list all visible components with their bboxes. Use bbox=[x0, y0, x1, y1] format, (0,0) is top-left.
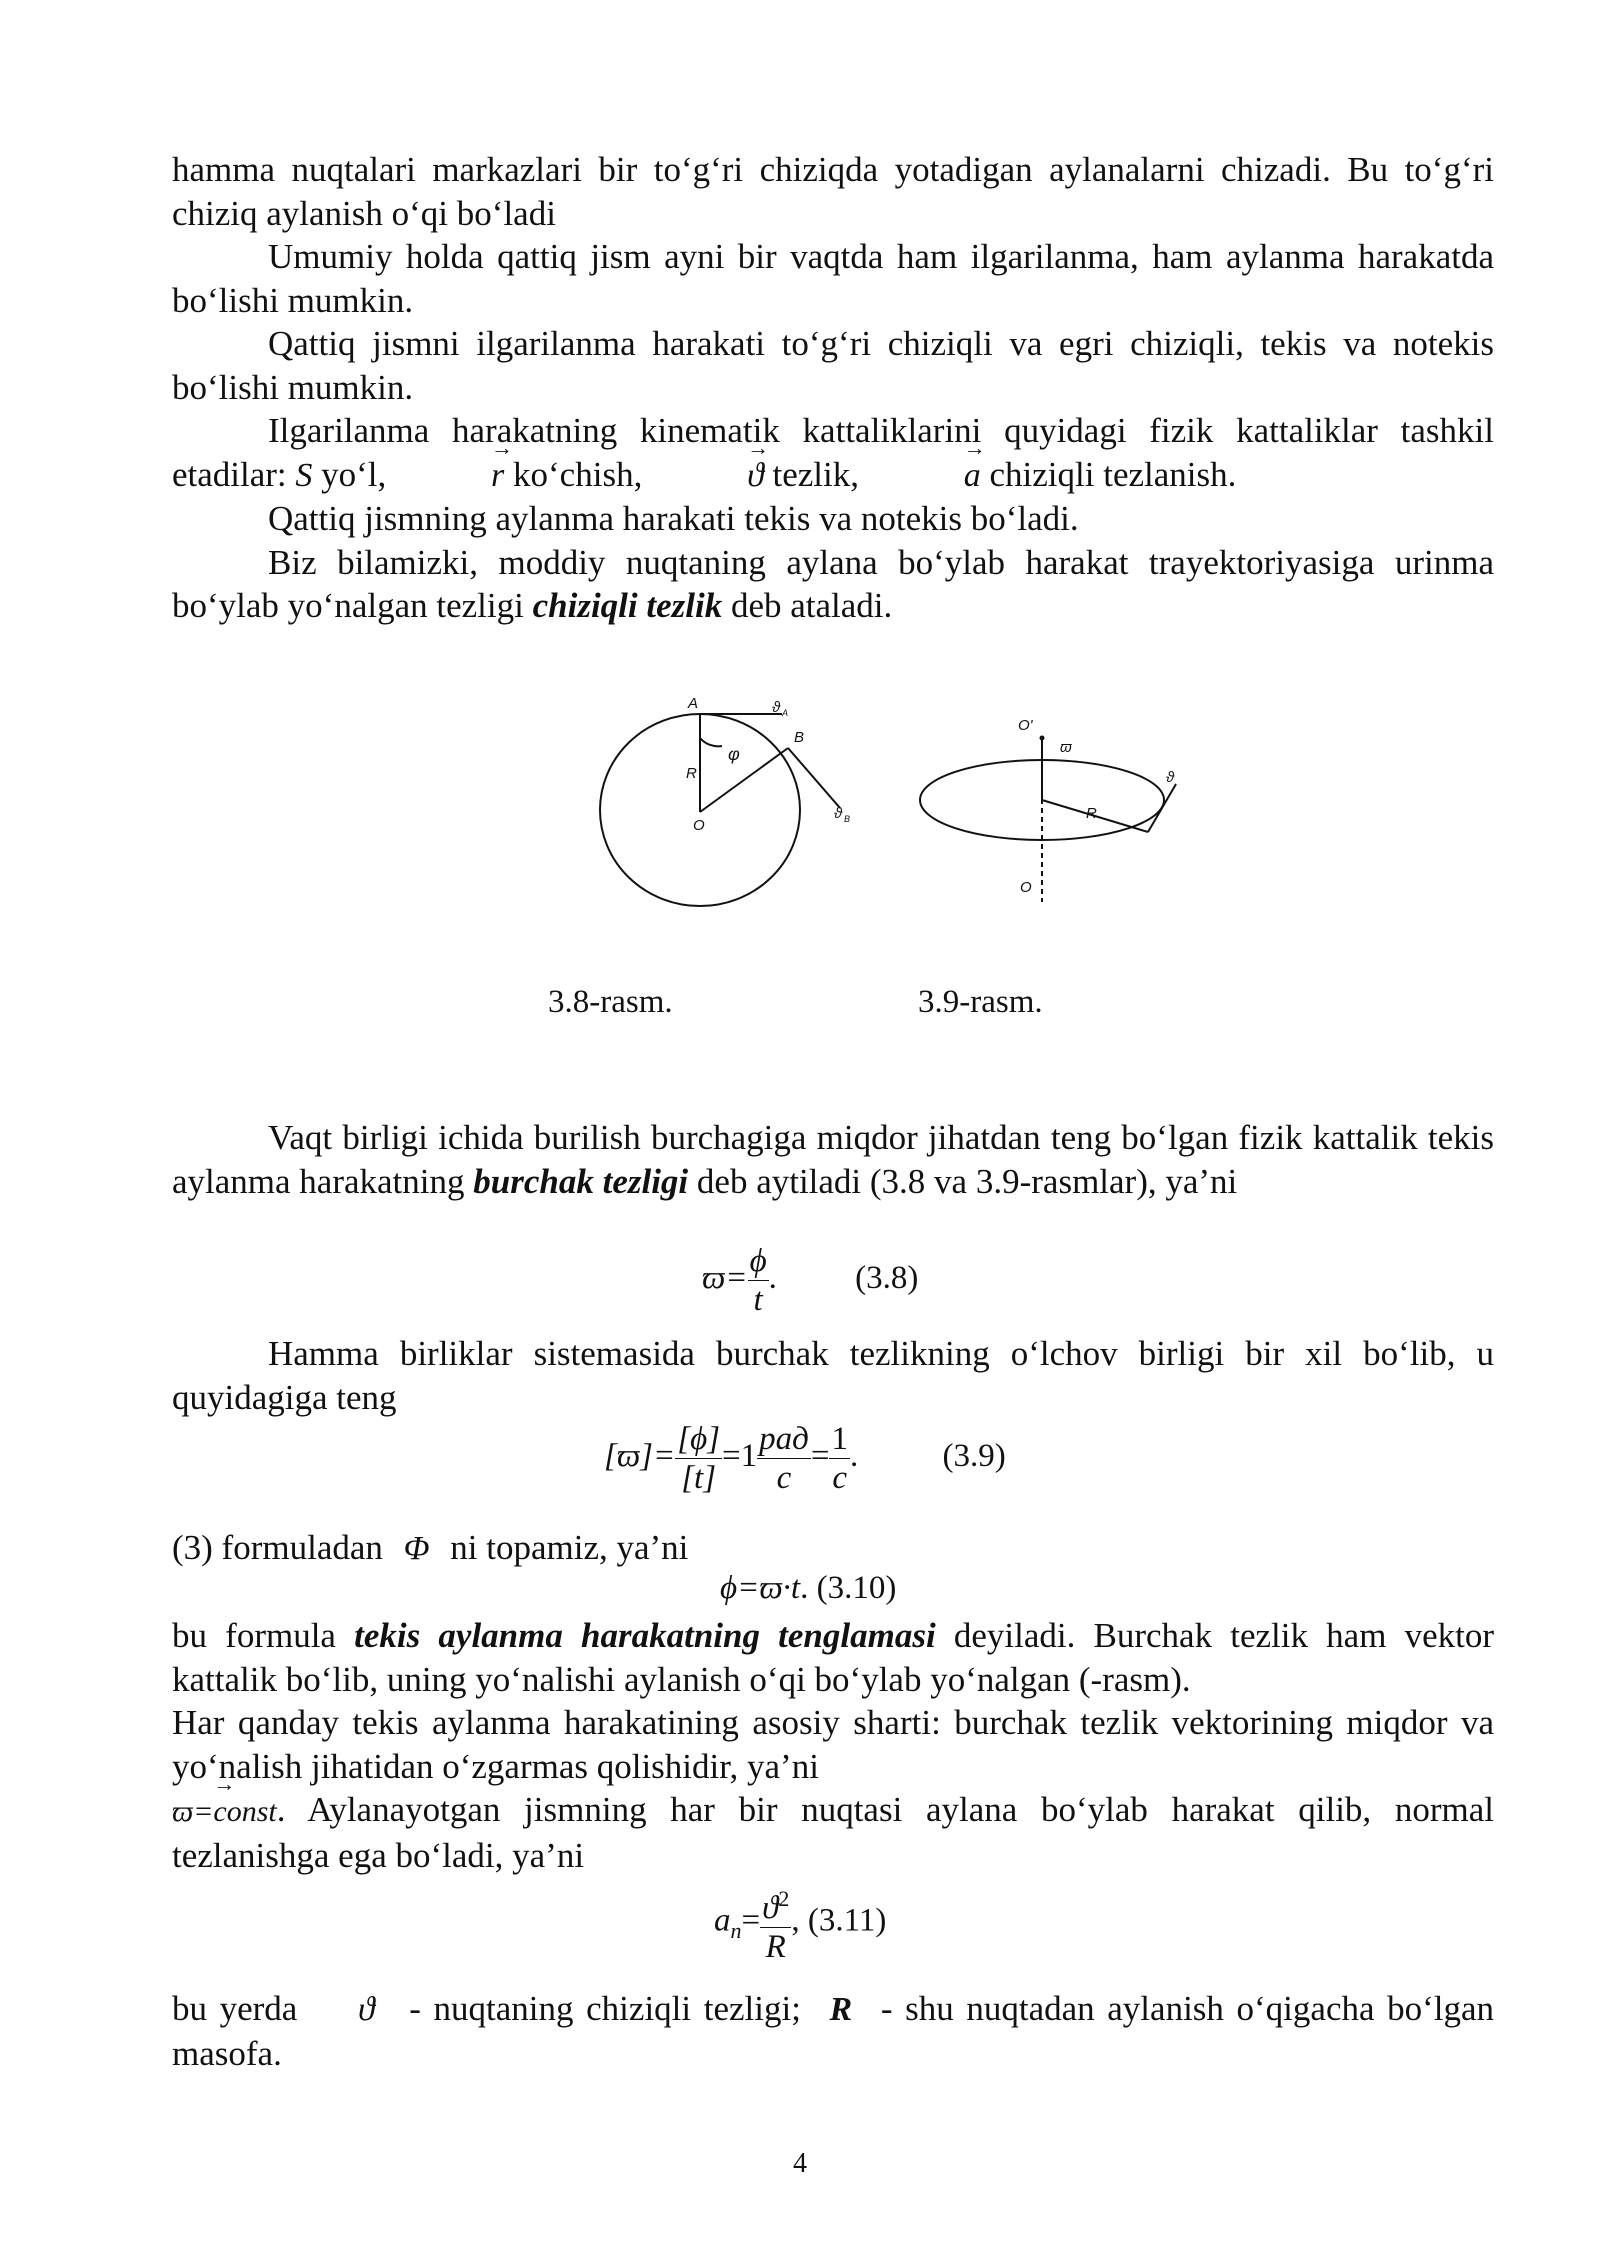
eq39-frac3 bbox=[829, 1420, 850, 1497]
page-body-2 bbox=[172, 1116, 1494, 1203]
eq311-num-sup: 2 bbox=[778, 1886, 790, 1911]
fig38-angle-arc bbox=[700, 738, 722, 746]
fig39-ellipse bbox=[920, 760, 1164, 840]
eq39-mid: =1 bbox=[722, 1438, 758, 1475]
paragraph-13 bbox=[172, 1987, 1494, 2075]
paragraph-12 bbox=[172, 1788, 1494, 1877]
figure-3-9 bbox=[920, 736, 1176, 902]
eq38-tail: . bbox=[768, 1260, 777, 1297]
page-body bbox=[172, 148, 1494, 628]
fig38-label-vA: ϑ bbox=[772, 699, 781, 716]
page-body-6 bbox=[172, 1987, 1494, 2075]
eq311-num-v: ϑ bbox=[762, 1890, 779, 1926]
eq39-frac2 bbox=[757, 1420, 811, 1497]
term-uniform-rotation-equation: tekis aylanma harakatning tenglamasi bbox=[354, 1616, 936, 1655]
symbol-R: R bbox=[829, 1991, 853, 2028]
fig39-label-v: ϑ bbox=[1166, 769, 1175, 786]
paragraph-9-text-b: ni topamiz, ya’ni bbox=[450, 1528, 689, 1567]
caption-fig-3-9: 3.9-rasm. bbox=[918, 984, 1043, 1020]
fig38-label-vB: ϑ bbox=[834, 805, 843, 822]
page-number: 4 bbox=[793, 2148, 807, 2179]
fig38-radius-OB bbox=[700, 748, 788, 812]
paragraph-5: Qattiq jismning aylanma harakati tekis va notekis bo‘ladi. bbox=[268, 499, 1079, 538]
fig38-label-vB-sub: B bbox=[844, 814, 851, 824]
paragraph-3: Qattiq jismni ilgarilanma harakati to‘g‘ri chiziqli va egri chiziqli, tekis va notekis bo‘lishi mumkin. bbox=[172, 324, 1494, 407]
paragraph-9-text-a: (3) formuladan bbox=[172, 1528, 383, 1567]
caption-fig-3-8: 3.8-rasm. bbox=[548, 984, 673, 1020]
fig38-tangent-vB bbox=[788, 748, 840, 808]
fig38-label-phi: φ bbox=[728, 744, 740, 764]
page-body-3 bbox=[172, 1332, 1494, 1419]
paragraph-9 bbox=[172, 1526, 1494, 1571]
paragraph-1: hamma nuqtalari markazlari bir to‘g‘ri chiziqda yotadigan aylanalarni chizadi. Bu to‘g‘ri chiziq aylanish o‘qi bo‘ladi bbox=[172, 150, 1494, 233]
paragraph-4-text-d: tezlik, bbox=[772, 454, 860, 494]
eq39-num3: 1 bbox=[831, 1421, 848, 1457]
symbol-v: ϑ bbox=[357, 1991, 375, 2028]
paragraph-7-text-c: deb aytiladi (3.8 va 3.9-rasmlar), ya’ni bbox=[696, 1161, 1238, 1201]
paragraph-10-text-c: deyiladi. Burchak tezlik ham vektor kattalik bo‘lib, uning yo‘nalishi aylanish o‘qi bo‘ylab yo‘nalgan (-rasm). bbox=[172, 1616, 1495, 1699]
paragraph-4-text-a: Ilgarilanma harakatning kinematik kattaliklarini quyidagi fizik kattaliklar tashkil etadilar: bbox=[172, 411, 1494, 494]
eq311-lhs-sub: n bbox=[730, 1918, 742, 1944]
paragraph-4 bbox=[172, 409, 1494, 497]
fig38-label-A: A bbox=[688, 695, 699, 712]
fig39-label-O: O bbox=[1020, 879, 1032, 896]
fig39-radius bbox=[1042, 800, 1148, 832]
paragraph-11: Har qanday tekis aylanma harakatining asosiy sharti: burchak tezlik vektorining miqdor va yo‘nalish jihatidan o‘zgarmas qolishidir, ya’ni bbox=[172, 1703, 1494, 1786]
eq311-num bbox=[760, 1880, 791, 1928]
fig39-label-Oprime: O' bbox=[1018, 717, 1033, 734]
equation-3-8 bbox=[702, 1242, 918, 1319]
symbol-r-vector: → r bbox=[395, 454, 504, 498]
eq39-number: (3.9) bbox=[942, 1438, 1006, 1475]
paragraph-2: Umumiy holda qattiq jism ayni bir vaqtda ham ilgarilanma, ham aylanma harakatda bo‘lishi mumkin. bbox=[172, 237, 1494, 320]
fig38-label-O: O bbox=[693, 817, 705, 834]
paragraph-6-text-c: deb ataladi. bbox=[730, 586, 893, 625]
paragraph-13-text-c: - shu nuqtadan aylanish o‘qigacha bo‘lgan masofa. bbox=[172, 1989, 1495, 2073]
eq38-number: (3.8) bbox=[855, 1260, 919, 1297]
paragraph-8: Hamma birliklar sistemasida burchak tezlikning o‘lchov birligi bir xil bo‘lib, u quyidagiga teng bbox=[172, 1334, 1494, 1417]
eq310-tail: . (3.10) bbox=[800, 1570, 897, 1606]
paragraph-10-text-a: bu formula bbox=[172, 1616, 336, 1655]
symbol-a-vector: → a bbox=[868, 454, 981, 498]
term-angular-velocity: burchak tezligi bbox=[473, 1161, 689, 1201]
eq39-tail: . bbox=[849, 1438, 859, 1475]
fig38-label-vA-sub: A bbox=[782, 708, 789, 718]
eq38-lhs: ϖ= bbox=[702, 1260, 748, 1297]
page-body-5 bbox=[172, 1614, 1494, 1877]
fig39-velocity bbox=[1148, 784, 1176, 832]
paragraph-13-text-b: - nuqtaning chiziqli tezligi; bbox=[409, 1989, 801, 2028]
paragraph-10 bbox=[172, 1614, 1494, 1701]
symbol-v-vector: → ϑ bbox=[651, 454, 764, 498]
paragraph-6 bbox=[172, 541, 1494, 628]
paragraph-7-text-a: Vaqt birligi ichida burilish burchagiga miqdor jihatdan teng bo‘lgan fizik kattalik tekis aylanma harakatning bbox=[172, 1118, 1494, 1201]
fig39-label-R: R bbox=[1086, 805, 1097, 822]
eq39-den3: с bbox=[832, 1460, 848, 1496]
paragraph-12-text: . Aylanayotgan jismning har bir nuqtasi aylana bo‘ylab harakat qilib, normal tezlanishga ega bo‘ladi, ya’ni bbox=[172, 1790, 1494, 1875]
paragraph-7 bbox=[172, 1116, 1494, 1203]
eq311-den: R bbox=[765, 1929, 786, 1965]
eq39-den2: с bbox=[776, 1460, 792, 1496]
page-body-4 bbox=[172, 1526, 1494, 1571]
fig39-label-omega: ϖ bbox=[1060, 739, 1072, 756]
eq39-lhs: [ϖ]= bbox=[604, 1438, 676, 1475]
eq38-fraction bbox=[748, 1242, 769, 1319]
equation-3-10 bbox=[720, 1570, 896, 1607]
eq310-expr: ϕ=ϖ·t bbox=[720, 1570, 801, 1606]
paragraph-4-text-e: chiziqli tezlanish. bbox=[989, 454, 1237, 494]
eq39-num: [ϕ] bbox=[677, 1421, 721, 1457]
fig38-label-R: R bbox=[686, 765, 697, 782]
eq311-fraction bbox=[760, 1880, 791, 1966]
paragraph-4-text-b: yo‘l, bbox=[321, 454, 387, 494]
eq38-den: t bbox=[753, 1282, 763, 1318]
eq39-frac1 bbox=[675, 1420, 722, 1497]
fig38-circle bbox=[600, 714, 800, 906]
equation-3-11 bbox=[714, 1880, 886, 1966]
equation-3-9 bbox=[604, 1420, 1006, 1497]
eq311-tail: , (3.11) bbox=[791, 1902, 887, 1939]
paragraph-4-text-c: ko‘chish, bbox=[513, 454, 643, 494]
figure-3-8 bbox=[600, 714, 840, 906]
paragraph-6-text-a: Biz bilamizki, moddiy nuqtaning aylana bo‘ylab harakat trayektoriyasiga urinma bo‘ylab yo‘nalgan tezligi bbox=[172, 542, 1494, 625]
eq311-lhs: a bbox=[714, 1902, 731, 1939]
symbol-phi: Φ bbox=[403, 1530, 430, 1567]
paragraph-13-text-a: bu yerda bbox=[172, 1989, 298, 2028]
eq38-num: ϕ bbox=[749, 1243, 767, 1279]
symbol-s: S bbox=[295, 456, 313, 494]
fig38-label-B: B bbox=[794, 729, 805, 746]
eq39-den: [t] bbox=[681, 1460, 717, 1496]
fig39-point-Oprime bbox=[1040, 736, 1045, 741]
eq39-eq2: = bbox=[810, 1438, 830, 1475]
eq-omega-const: → ϖ=const bbox=[172, 1790, 277, 1834]
eq311-eq: = bbox=[741, 1902, 761, 1939]
term-linear-velocity: chiziqli tezlik bbox=[532, 586, 723, 625]
eq39-num2: рад bbox=[759, 1421, 809, 1457]
